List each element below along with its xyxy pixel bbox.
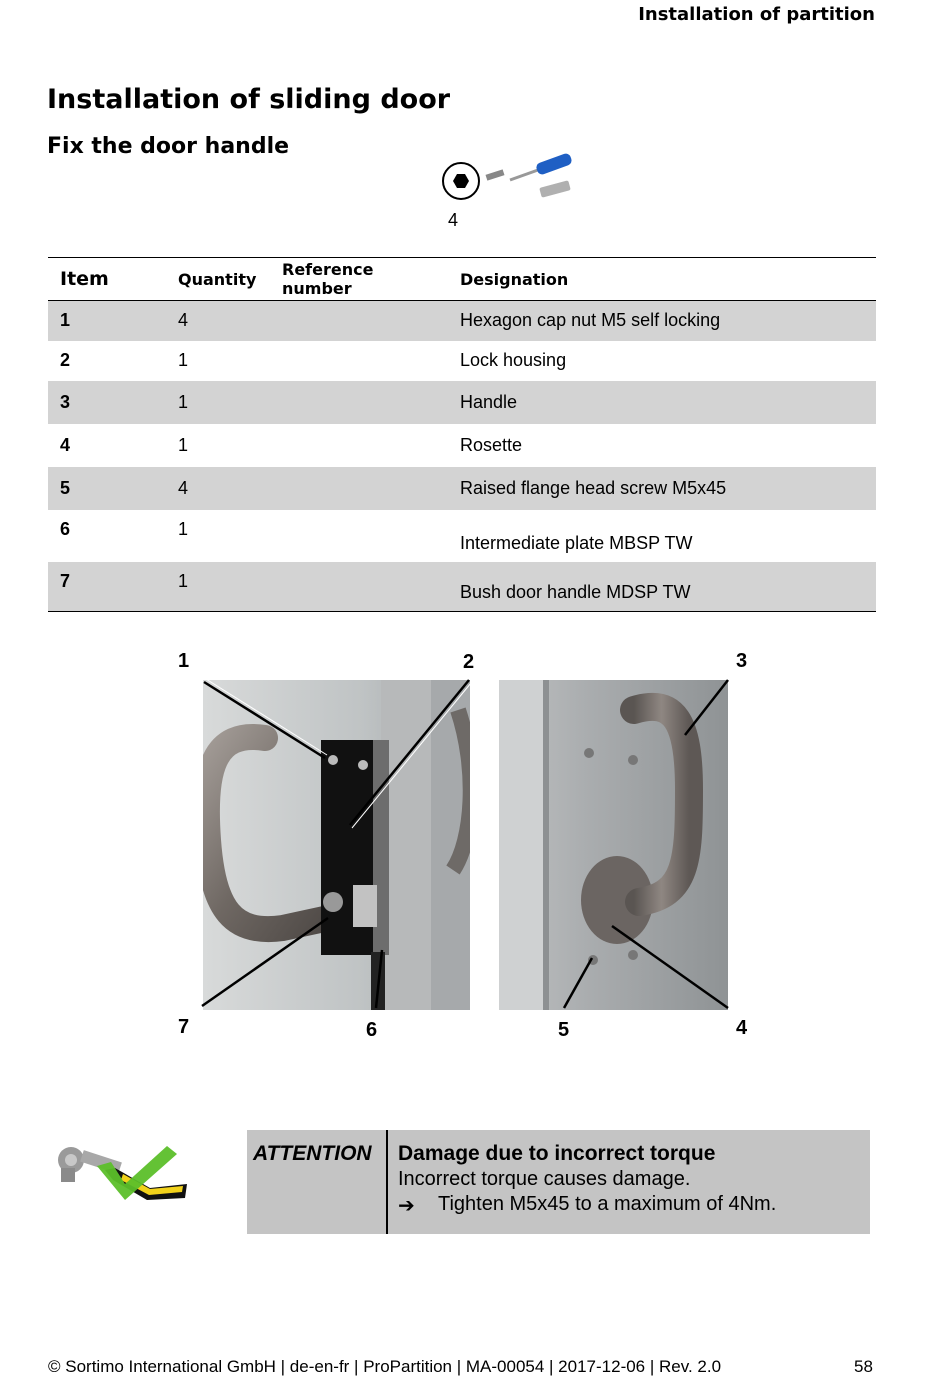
table-row <box>48 341 876 381</box>
cell-reference <box>270 381 448 424</box>
footer-text: © Sortimo International GmbH | de-en-fr | ProPartition | MA-00054 | 2017-12-06 | Rev. 2.0 <box>48 1357 722 1376</box>
callout-1: 1 <box>178 650 190 672</box>
cell-quantity: 1 <box>166 562 270 612</box>
cell-quantity: 4 <box>166 301 270 341</box>
cell-designation: Lock housing <box>460 350 567 370</box>
tool-size-label: 4 <box>448 210 459 230</box>
cell-quantity: 4 <box>166 467 270 510</box>
hex-key-screwdriver-icon <box>440 150 590 230</box>
cell-item: 1 <box>48 301 166 341</box>
callout-4: 4 <box>736 1017 748 1039</box>
callout-5: 5 <box>558 1019 570 1041</box>
cell-designation: Handle <box>448 381 876 424</box>
callout-3: 3 <box>736 650 748 672</box>
attention-text: Incorrect torque causes damage. <box>398 1168 691 1190</box>
torque-wrench-check-icon <box>55 1140 195 1210</box>
table-row <box>48 562 876 612</box>
callout-6: 6 <box>366 1019 378 1041</box>
table-row <box>48 301 876 341</box>
cell-quantity: 1 <box>178 434 189 455</box>
cell-item: 7 <box>48 562 166 612</box>
cell-item: 5 <box>48 467 166 510</box>
section-header: Installation of partition <box>638 4 875 25</box>
cell-designation: Intermediate plate MBSP TW <box>460 532 693 553</box>
table-row <box>48 510 876 562</box>
cell-quantity: 1 <box>166 381 270 424</box>
cell-reference <box>270 467 448 510</box>
table-row <box>48 467 876 510</box>
cell-quantity: 1 <box>178 350 189 370</box>
page-title: Installation of sliding door <box>47 84 451 115</box>
cell-reference <box>270 301 448 341</box>
cell-reference <box>270 341 448 381</box>
cell-designation: Rosette <box>460 434 523 455</box>
cell-quantity: 1 <box>178 518 189 539</box>
header-designation: Designation <box>448 258 876 301</box>
page-number: 58 <box>854 1357 873 1376</box>
table-row <box>48 381 876 424</box>
table-row <box>48 424 876 467</box>
cell-reference <box>270 562 448 612</box>
attention-action: Tighten M5x45 to a maximum of 4Nm. <box>438 1193 777 1215</box>
attention-box <box>247 1130 870 1234</box>
table-header-row <box>48 258 876 301</box>
callout-leader-lines <box>180 650 760 1040</box>
page-subtitle: Fix the door handle <box>47 134 290 159</box>
cell-designation: Hexagon cap nut M5 self locking <box>448 301 876 341</box>
cell-item: 6 <box>60 518 71 539</box>
cell-item: 4 <box>60 434 71 455</box>
callout-2: 2 <box>463 651 475 673</box>
cell-item: 3 <box>48 381 166 424</box>
attention-title: Damage due to incorrect torque <box>398 1142 716 1165</box>
cell-designation: Bush door handle MDSP TW <box>448 562 876 612</box>
parts-table <box>48 257 876 612</box>
header-reference: Reference number <box>270 258 448 301</box>
cell-item: 2 <box>60 350 71 370</box>
cell-designation: Raised flange head screw M5x45 <box>448 467 876 510</box>
header-item: Item <box>48 258 166 301</box>
attention-divider <box>386 1130 388 1234</box>
header-quantity: Quantity <box>166 258 270 301</box>
attention-label: ATTENTION <box>253 1142 372 1165</box>
cell-reference <box>270 424 448 467</box>
cell-reference <box>270 510 448 562</box>
callout-7: 7 <box>178 1016 190 1038</box>
arrow-right-icon: ➔ <box>398 1195 415 1217</box>
